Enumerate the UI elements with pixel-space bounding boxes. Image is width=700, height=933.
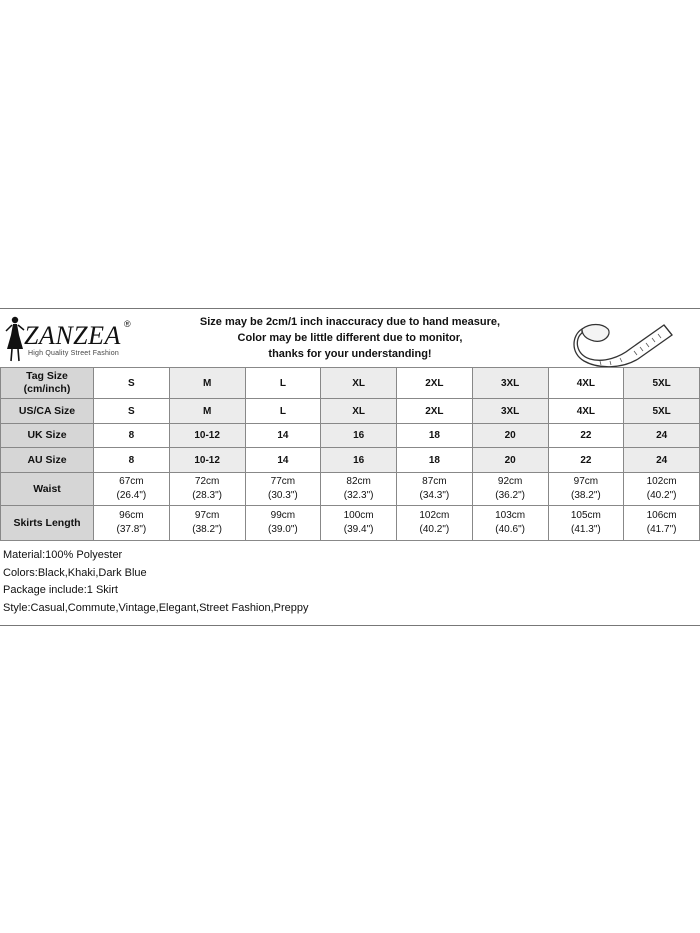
table-cell: M	[169, 368, 245, 399]
table-cell: 24	[624, 424, 700, 448]
table-row-us-ca-size	[1, 399, 700, 424]
table-cell: 72cm (28.3")	[169, 473, 245, 506]
detail-style: Style:Casual,Commute,Vintage,Elegant,Street Fashion,Preppy	[3, 601, 309, 614]
size-table	[0, 367, 700, 541]
row-label-us-ca-size: US/CA Size	[1, 399, 94, 424]
table-cell: 102cm (40.2")	[624, 473, 700, 506]
table-cell: 87cm (34.3")	[397, 473, 473, 506]
table-cell: 8	[94, 424, 170, 448]
table-cell: 8	[94, 448, 170, 473]
measuring-tape-icon	[568, 309, 680, 367]
table-cell: 10-12	[169, 424, 245, 448]
woman-silhouette-icon	[4, 315, 26, 363]
table-cell: XL	[321, 368, 397, 399]
table-cell: XL	[321, 399, 397, 424]
table-cell: 99cm (39.0")	[245, 506, 321, 541]
detail-colors: Colors:Black,Khaki,Dark Blue	[3, 566, 147, 579]
row-label-uk-size: UK Size	[1, 424, 94, 448]
table-cell: 18	[397, 424, 473, 448]
table-cell: L	[245, 368, 321, 399]
row-label-waist: Waist	[1, 473, 94, 506]
note-line-1: Size may be 2cm/1 inch inaccuracy due to hand measure,	[199, 316, 501, 328]
brand-logo	[2, 313, 152, 365]
table-cell: 16	[321, 424, 397, 448]
table-cell: 3XL	[472, 368, 548, 399]
table-cell: 4XL	[548, 368, 624, 399]
row-label-au-size: AU Size	[1, 448, 94, 473]
table-cell: 103cm (40.6")	[472, 506, 548, 541]
table-cell: 14	[245, 448, 321, 473]
table-cell: 16	[321, 448, 397, 473]
table-row-waist	[1, 473, 700, 506]
table-cell: 2XL	[397, 399, 473, 424]
table-cell: 22	[548, 448, 624, 473]
table-cell: 18	[397, 448, 473, 473]
note-line-3: thanks for your understanding!	[268, 348, 432, 360]
table-cell: 5XL	[624, 368, 700, 399]
size-chart-header	[0, 309, 700, 367]
table-cell: 77cm (30.3")	[245, 473, 321, 506]
table-cell: S	[94, 368, 170, 399]
table-cell: 100cm (39.4")	[321, 506, 397, 541]
table-cell: 10-12	[169, 448, 245, 473]
detail-material: Material:100% Polyester	[3, 549, 123, 561]
brand-tagline: High Quality Street Fashion	[28, 350, 119, 357]
brand-name: ZANZEA	[24, 321, 121, 350]
table-cell: 4XL	[548, 399, 624, 424]
table-cell: 105cm (41.3")	[548, 506, 624, 541]
registered-mark: ®	[124, 319, 131, 329]
table-cell: 97cm (38.2")	[169, 506, 245, 541]
table-row-skirts-length	[1, 506, 700, 541]
row-label-skirts-length: Skirts Length	[1, 506, 94, 541]
table-cell: 102cm (40.2")	[397, 506, 473, 541]
table-cell: 97cm (38.2")	[548, 473, 624, 506]
table-cell: L	[245, 399, 321, 424]
table-row-uk-size	[1, 424, 700, 448]
table-cell: 82cm (32.3")	[321, 473, 397, 506]
table-cell: 67cm (26.4")	[94, 473, 170, 506]
table-cell: 92cm (36.2")	[472, 473, 548, 506]
product-details	[3, 547, 309, 617]
table-cell: 2XL	[397, 368, 473, 399]
measurement-note	[160, 314, 540, 362]
table-cell: S	[94, 399, 170, 424]
table-cell: 3XL	[472, 399, 548, 424]
table-cell: M	[169, 399, 245, 424]
table-cell: 22	[548, 424, 624, 448]
detail-package: Package include:1 Skirt	[3, 584, 118, 596]
table-cell: 20	[472, 424, 548, 448]
table-cell: 106cm (41.7")	[624, 506, 700, 541]
table-cell: 96cm (37.8")	[94, 506, 170, 541]
table-cell: 5XL	[624, 399, 700, 424]
table-cell: 20	[472, 448, 548, 473]
table-cell: 24	[624, 448, 700, 473]
size-chart-sheet	[0, 308, 700, 626]
table-row-au-size	[1, 448, 700, 473]
table-cell: 14	[245, 424, 321, 448]
table-row-tag-size	[1, 368, 700, 399]
row-label-tag-size: Tag Size (cm/inch)	[1, 368, 94, 399]
note-line-2: Color may be little different due to monitor,	[237, 332, 463, 344]
